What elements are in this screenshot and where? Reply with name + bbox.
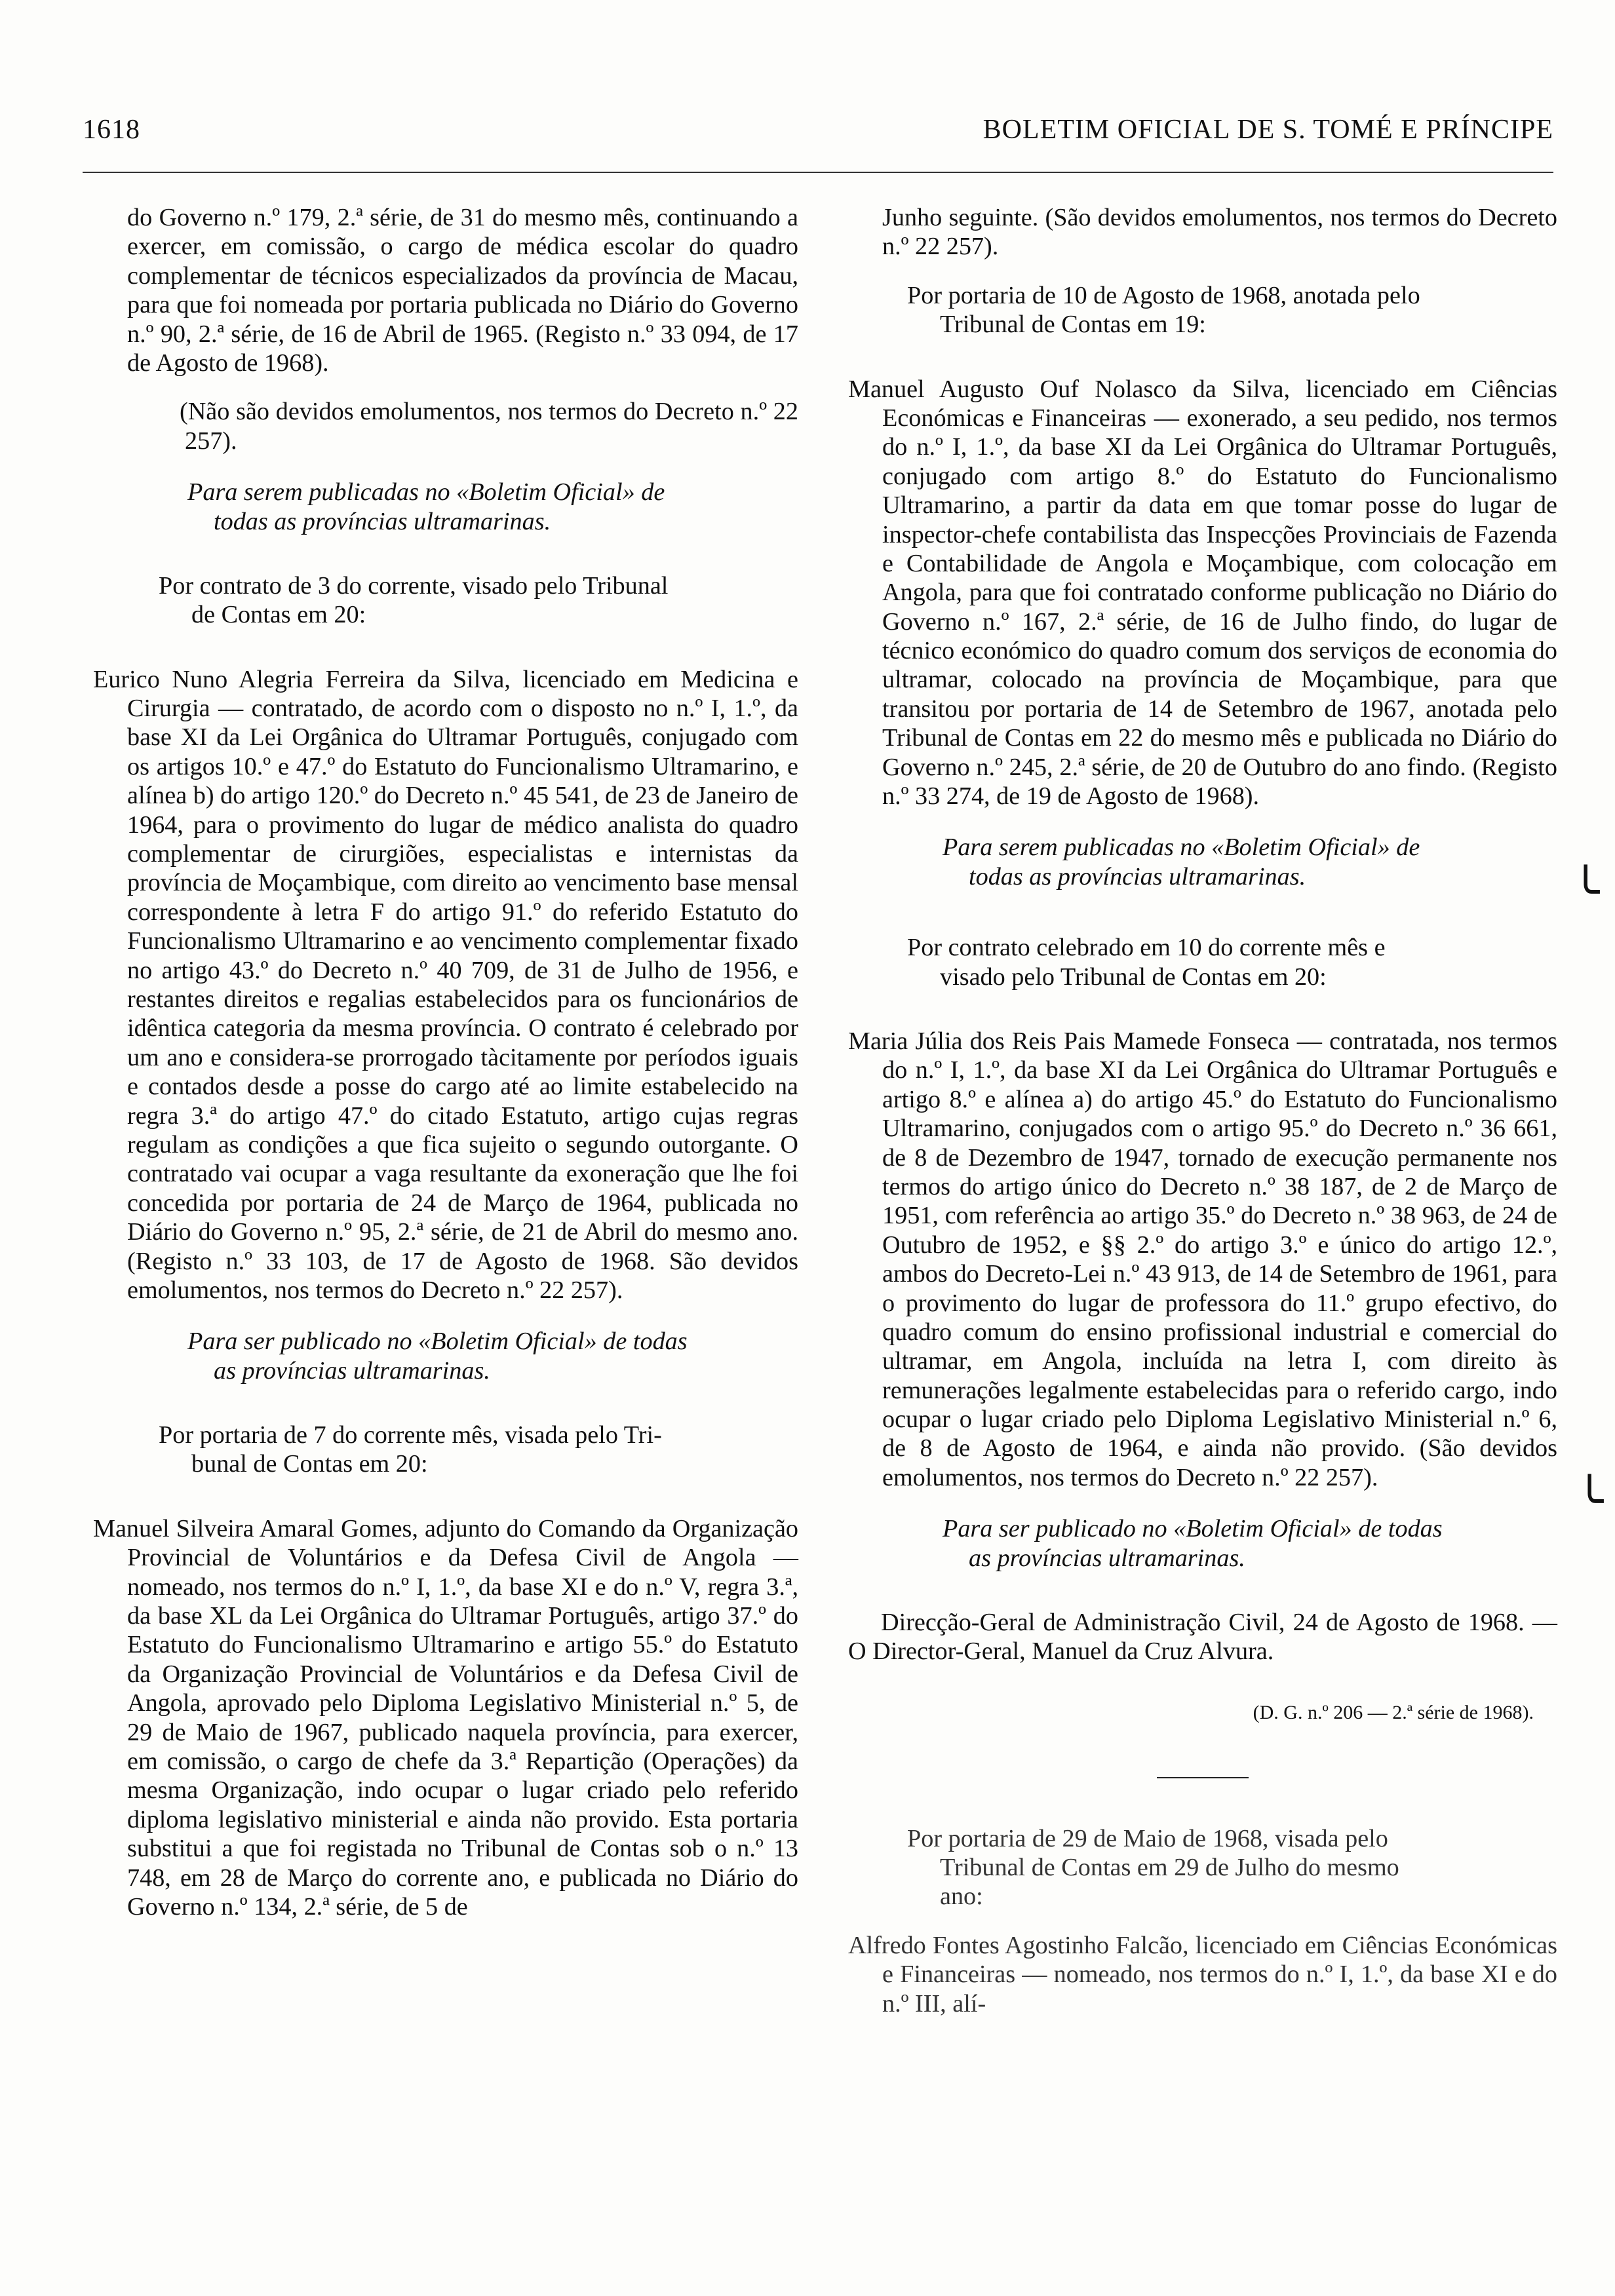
left-column (93, 203, 798, 1921)
dispatch-intro-line: Por portaria de 29 de Maio de 1968, visada pelo (907, 1824, 1388, 1852)
dispatch-intro-line: Por contrato de 3 do corrente, visado pelo Tribunal (159, 571, 669, 600)
dispatch-intro-line: Por contrato celebrado em 10 do corrente mês e (907, 934, 1386, 962)
publication-note-line: as províncias ultramarinas. (969, 1544, 1245, 1572)
dispatch-intro-line: Tribunal de Contas em 19: (940, 311, 1206, 339)
dispatch-paragraph: Maria Júlia dos Reis Pais Mamede Fonseca — contratada, nos termos do n.º I, 1.º, da base XI da Lei Orgânica do Ultramar Português e artigo 8.º e alínea a) do artigo 45.º do Estatuto do Funcionalismo Ultramarino, conjugados com o artigo 95.º do Decreto n.º 36 661, de 8 de Dezembro de 1947, tornado de execução permanente nos termos do artigo único do Decreto n.º 38 187, de 2 de Março de 1951, com referência ao artigo 35.º do Decreto n.º 38 963, de 24 de Outubro de 1952, e §§ 2.º do artigo 3.º e único do artigo 12.º, ambos do Decreto-Lei n.º 43 913, de 14 de Setembro de 1961, para o provimento do lugar de professora do 11.º grupo efectivo, do quadro comum do ensino profissional industrial e comercial do ultramar, em Angola, incluída na letra I, com direito às remunerações legalmente estabelecidas para o referido cargo, indo ocupar o lugar criado pelo Diploma Legislativo Ministerial n.º 6, de 8 de Agosto de 1964, e ainda não provido. (São devidos emolumentos, nos termos do Decreto n.º 22 257). (848, 1027, 1557, 1491)
signature-name: Manuel da Cruz Alvura. (1032, 1637, 1274, 1666)
publication-note (848, 833, 1557, 891)
dispatch-intro-line: Tribunal de Contas em 29 de Julho do mesmo (940, 1854, 1399, 1882)
dispatch-intro-line: ano: (940, 1883, 983, 1911)
publication-note-line: todas as províncias ultramarinas. (969, 862, 1306, 890)
signature-text: Direcção-Geral de Administração Civil, 24 de Agosto de 1968. — O Director-Geral, (848, 1609, 1557, 1666)
page-number: 1618 (83, 115, 140, 145)
publication-note-line: todas as províncias ultramarinas. (214, 507, 551, 535)
right-column (848, 203, 1557, 2018)
running-title: BOLETIM OFICIAL DE S. TOMÉ E PRÍNCIPE (983, 115, 1553, 145)
dispatch-paragraph: Manuel Silveira Amaral Gomes, adjunto do Comando da Organização Provincial de Voluntários e da Defesa Civil de Angola — nomeado, nos termos do n.º I, 1.º, da base XI e do n.º V, regra 3.ª, da base XL da Lei Orgânica do Ultramar Português, artigo 37.º do Estatuto do Funcionalismo Ultramarino e artigo 55.º do Estatuto da Organização Provincial de Voluntários e da Defesa Civil de Angola, aprovado pelo Diploma Legislativo Ministerial n.º 5, de 29 de Maio de 1967, publicado naquela província, para exercer, em comissão, o cargo de chefe da 3.ª Repartição (Operações) da mesma Organização, indo ocupar o lugar criado pelo referido diploma legislativo ministerial e ainda não provido. Esta portaria substitui a que foi registada no Tribunal de Contas sob o n.º 13 748, em 28 de Março do corrente ano, e publicada no Diário do Governo n.º 134, 2.ª série, de 5 de (93, 1514, 798, 1921)
publication-note-line: Para serem publicadas no «Boletim Oficial» de (187, 478, 665, 507)
signature-block (848, 1608, 1557, 1666)
section-divider (1157, 1777, 1249, 1778)
margin-mark-icon: ╰ (1572, 865, 1600, 919)
dispatch-intro-line: de Contas em 20: (191, 601, 366, 629)
publication-note-line: Para serem publicadas no «Boletim Oficial» de (943, 833, 1420, 862)
dispatch-paragraph: Alfredo Fontes Agostinho Falcão, licenciado em Ciências Económicas e Financeiras — nomeado, nos termos do n.º I, 1.º, da base XI e do n.º III, alí- (848, 1931, 1557, 2018)
dispatch-paragraph: Manuel Augusto Ouf Nolasco da Silva, licenciado em Ciências Económicas e Financeiras — exonerado, a seu pedido, nos termos do n.º I, 1.º, da base XI da Lei Orgânica do Ultramar Português, conjugado com artigo 8.º do Estatuto do Funcionalismo Ultramarino, a partir da data em que tomar posse do lugar de inspector-chefe contabilista das Inspecções Provinciais de Fazenda e Contabilidade de Angola e Moçambique, com colocação em Angola, para que foi contratado conforme publicação no Diário do Governo n.º 167, 2.ª série, de 16 de Julho findo, do lugar de técnico económico do quadro comum dos serviços de economia do ultramar, colocado na província de Moçambique, para que transitou por portaria de 14 de Setembro de 1967, anotada pelo Tribunal de Contas em 22 do mesmo mês e publicada no Diário do Governo n.º 245, 2.ª série, de 20 de Outubro do ano findo. (Registo n.º 33 274, de 19 de Agosto de 1968). (848, 375, 1557, 811)
dispatch-intro-line: bunal de Contas em 20: (191, 1450, 428, 1478)
dispatch-intro-line: Por portaria de 10 de Agosto de 1968, anotada pelo (907, 281, 1420, 309)
header-rule (83, 172, 1553, 173)
dispatch-intro-line: Por portaria de 7 do corrente mês, visada pelo Tri- (159, 1421, 662, 1449)
publication-note (93, 478, 798, 536)
publication-note (93, 1327, 798, 1385)
dispatch-intro (93, 571, 798, 630)
paragraph-continuation: Junho seguinte. (São devidos emolumentos, nos termos do Decreto n.º 22 257). (882, 204, 1557, 261)
publication-note-line: Para ser publicado no «Boletim Oficial» de todas (187, 1328, 688, 1356)
diario-governo-reference: (D. G. n.º 206 — 2.ª série de 1968). (1253, 1701, 1534, 1723)
margin-mark-icon: ╰ (1576, 1474, 1604, 1528)
dispatch-intro (848, 933, 1557, 991)
page-header (83, 98, 1553, 144)
dispatch-intro (848, 281, 1557, 339)
publication-note-line: as províncias ultramarinas. (214, 1356, 490, 1385)
dispatch-intro-line: visado pelo Tribunal de Contas em 20: (940, 963, 1327, 991)
dispatch-paragraph: Eurico Nuno Alegria Ferreira da Silva, licenciado em Medicina e Cirurgia — contratado, de acordo com o disposto no n.º I, 1.º, da base XI da Lei Orgânica do Ultramar Português, conjugado com os artigos 10.º e 47.º do Estatuto do Funcionalismo Ultramarino, e alínea b) do artigo 120.º do Decreto n.º 45 541, de 23 de Janeiro de 1964, para o provimento do lugar de médico analista do quadro complementar de cirurgiões, especialistas e internistas da província de Moçambique, com direito ao vencimento base mensal correspondente à letra F do artigo 91.º do referido Estatuto do Funcionalismo Ultramarino e ao vencimento complementar fixado no artigo 43.º do Decreto n.º 40 709, de 31 de Julho de 1956, e restantes direitos e regalias estabelecidos para os funcionários de idêntica categoria da mesma província. O contrato é celebrado por um ano e considera-se prorrogado tàcitamente por períodos iguais e contados desde a posse do cargo até ao limite estabelecido na regra 3.ª do artigo 47.º do citado Estatuto, artigo cujas regras regulam as condições a que fica sujeito o segundo outorgante. O contratado vai ocupar a vaga resultante da exoneração que lhe foi concedida por portaria de 24 de Março de 1964, publicada no Diário do Governo n.º 95, 2.ª série, de 21 de Abril do mesmo ano. (Registo n.º 33 103, de 17 de Agosto de 1968. São devidos emolumentos, nos termos do Decreto n.º 22 257). (93, 665, 798, 1304)
dispatch-intro (93, 1421, 798, 1479)
paragraph-continuation: do Governo n.º 179, 2.ª série, de 31 do mesmo mês, continuando a exercer, em comissão, o cargo de médica escolar do quadro complementar de técnicos especializados da província de Macau, para que foi nomeada por portaria publicada no Diário do Governo n.º 90, 2.ª série, de 16 de Abril de 1965. (Registo n.º 33 094, de 17 de Agosto de 1968). (127, 204, 798, 377)
dispatch-intro (848, 1824, 1557, 1911)
publication-note-line: Para ser publicado no «Boletim Oficial» de todas (943, 1515, 1443, 1543)
publication-note (848, 1514, 1557, 1573)
emoluments-note: (Não são devidos emolumentos, nos termos do Decreto n.º 22 257). (180, 398, 798, 455)
